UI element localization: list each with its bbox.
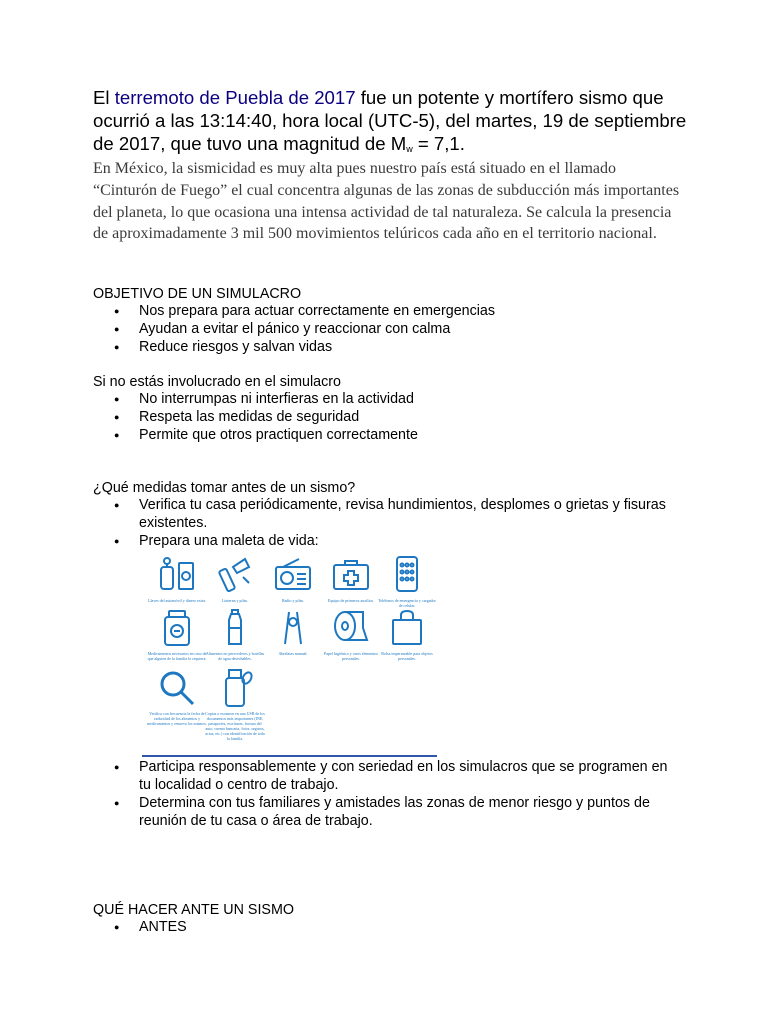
kit-caption: Verifica con frecuencia la fecha de caducidad de los alimentos y medicamentos y renueva los mismos. bbox=[147, 711, 207, 726]
headline-end: = 7,1. bbox=[412, 133, 465, 154]
kit-item bbox=[321, 608, 381, 661]
section1-heading: OBJETIVO DE UN SIMULACRO bbox=[93, 286, 302, 302]
toilet-paper-icon bbox=[331, 608, 371, 648]
kit-item bbox=[263, 555, 323, 603]
kit-caption: Radio y pilas. bbox=[281, 598, 305, 603]
list-item: ● Permite que otros practiquen correctamente bbox=[93, 426, 683, 444]
list-item: ● Nos prepara para actuar correctamente en emergencias bbox=[93, 302, 683, 320]
can-opener-icon bbox=[273, 608, 313, 648]
kit-item bbox=[263, 608, 323, 656]
kit-caption: Teléfonos de emergencia y cargador de celular. bbox=[378, 598, 436, 608]
headline-link[interactable]: terremoto de Puebla de 2017 bbox=[114, 87, 356, 108]
waterproof-bag-icon bbox=[387, 608, 427, 648]
emergency-kit-infographic bbox=[142, 553, 437, 757]
magnifying-glass-icon bbox=[157, 668, 197, 708]
section3-list-continued bbox=[93, 758, 683, 830]
kit-caption: Equipo de primeros auxilios. bbox=[327, 598, 375, 603]
kit-item bbox=[147, 555, 207, 603]
list-item: ● Prepara una maleta de vida: bbox=[93, 532, 683, 550]
kit-item bbox=[147, 608, 207, 661]
kit-caption: Linterna y pilas. bbox=[221, 598, 249, 603]
headline-paragraph bbox=[93, 86, 693, 161]
kit-item bbox=[377, 608, 437, 661]
section4-list bbox=[93, 918, 683, 936]
kit-caption: Bolsa impermeable para objetos personales. bbox=[381, 651, 433, 661]
list-item: ● Ayudan a evitar el pánico y reaccionar con calma bbox=[93, 320, 683, 338]
medicine-bottle-icon bbox=[157, 608, 197, 648]
kit-caption: Abrelatas manual. bbox=[278, 651, 308, 656]
phone-icon bbox=[387, 555, 427, 595]
kit-item bbox=[205, 668, 265, 741]
radio-icon bbox=[273, 555, 313, 595]
kit-item bbox=[205, 608, 265, 661]
list-item: ● Verifica tu casa periódicamente, revisa hundimientos, desplomes o grietas y fisuras existentes. bbox=[93, 496, 683, 532]
kit-caption: Medicamentos necesarios en caso de que alguien de la familia lo requiera. bbox=[147, 651, 207, 661]
kit-item bbox=[205, 555, 265, 603]
section2-list bbox=[93, 390, 683, 444]
flashlight-icon bbox=[215, 555, 255, 595]
kit-caption: Copias o escanear en una USB de los documentos más importantes (INE, pasaportes, escrituras, factura del auto, cuenta bancaria, fotos, seguros, actas, etc.) con identificación de toda la familia. bbox=[205, 711, 265, 741]
section4-heading: QUÉ HACER ANTE UN SISMO bbox=[93, 902, 294, 918]
kit-item bbox=[377, 555, 437, 608]
section3-list bbox=[93, 496, 683, 550]
list-item: ● Reduce riesgos y salvan vidas bbox=[93, 338, 683, 356]
magnitude-subscript: w bbox=[406, 144, 413, 154]
section1-list bbox=[93, 302, 683, 356]
headline-before: El bbox=[93, 87, 115, 108]
intro-paragraph: En México, la sismicidad es muy alta pues nuestro país está situado en el llamado “Cinturón de Fuego” el cual concentra algunas de las zonas de subducción más importantes del planeta, lo que ocasiona una intensa actividad de tal naturaleza. Se calcula la presencia de aproximadamente 3 mil 500 movimientos telúricos cada año en el territorio nacional. bbox=[93, 160, 680, 243]
car-keys-money-icon bbox=[157, 555, 197, 595]
headline-after: fue un potente y mortífero sismo que ocurrió a las 13:14:40, hora local (UTC-5), del martes, 19 de septiembre de 2017, que tuvo una magnitud de M bbox=[93, 87, 687, 154]
list-item: ● No interrumpas ni interfieras en la actividad bbox=[93, 390, 683, 408]
kit-caption: Alimentos no perecederos y botellas de agua desechables. bbox=[205, 651, 265, 661]
kit-caption: Papel higiénico y otros elementos personales. bbox=[324, 651, 378, 661]
kit-caption: Llaves del automóvil y dinero extra. bbox=[148, 598, 206, 603]
section3-heading: ¿Qué medidas tomar antes de un sismo? bbox=[93, 480, 356, 496]
first-aid-kit-icon bbox=[331, 555, 371, 595]
list-item: ● ANTES bbox=[93, 918, 683, 936]
section2-heading: Si no estás involucrado en el simulacro bbox=[93, 374, 341, 390]
list-item: ● Participa responsablemente y con seriedad en los simulacros que se programen en tu localidad o centro de trabajo. bbox=[93, 758, 683, 794]
kit-item bbox=[147, 668, 207, 726]
water-bottle-icon bbox=[215, 608, 255, 648]
list-item: ● Determina con tus familiares y amistades las zonas de menor riesgo y puntos de reunión de tu casa o área de trabajo. bbox=[93, 794, 683, 830]
list-item: ● Respeta las medidas de seguridad bbox=[93, 408, 683, 426]
kit-item bbox=[321, 555, 381, 603]
usb-drive-icon bbox=[215, 668, 255, 708]
